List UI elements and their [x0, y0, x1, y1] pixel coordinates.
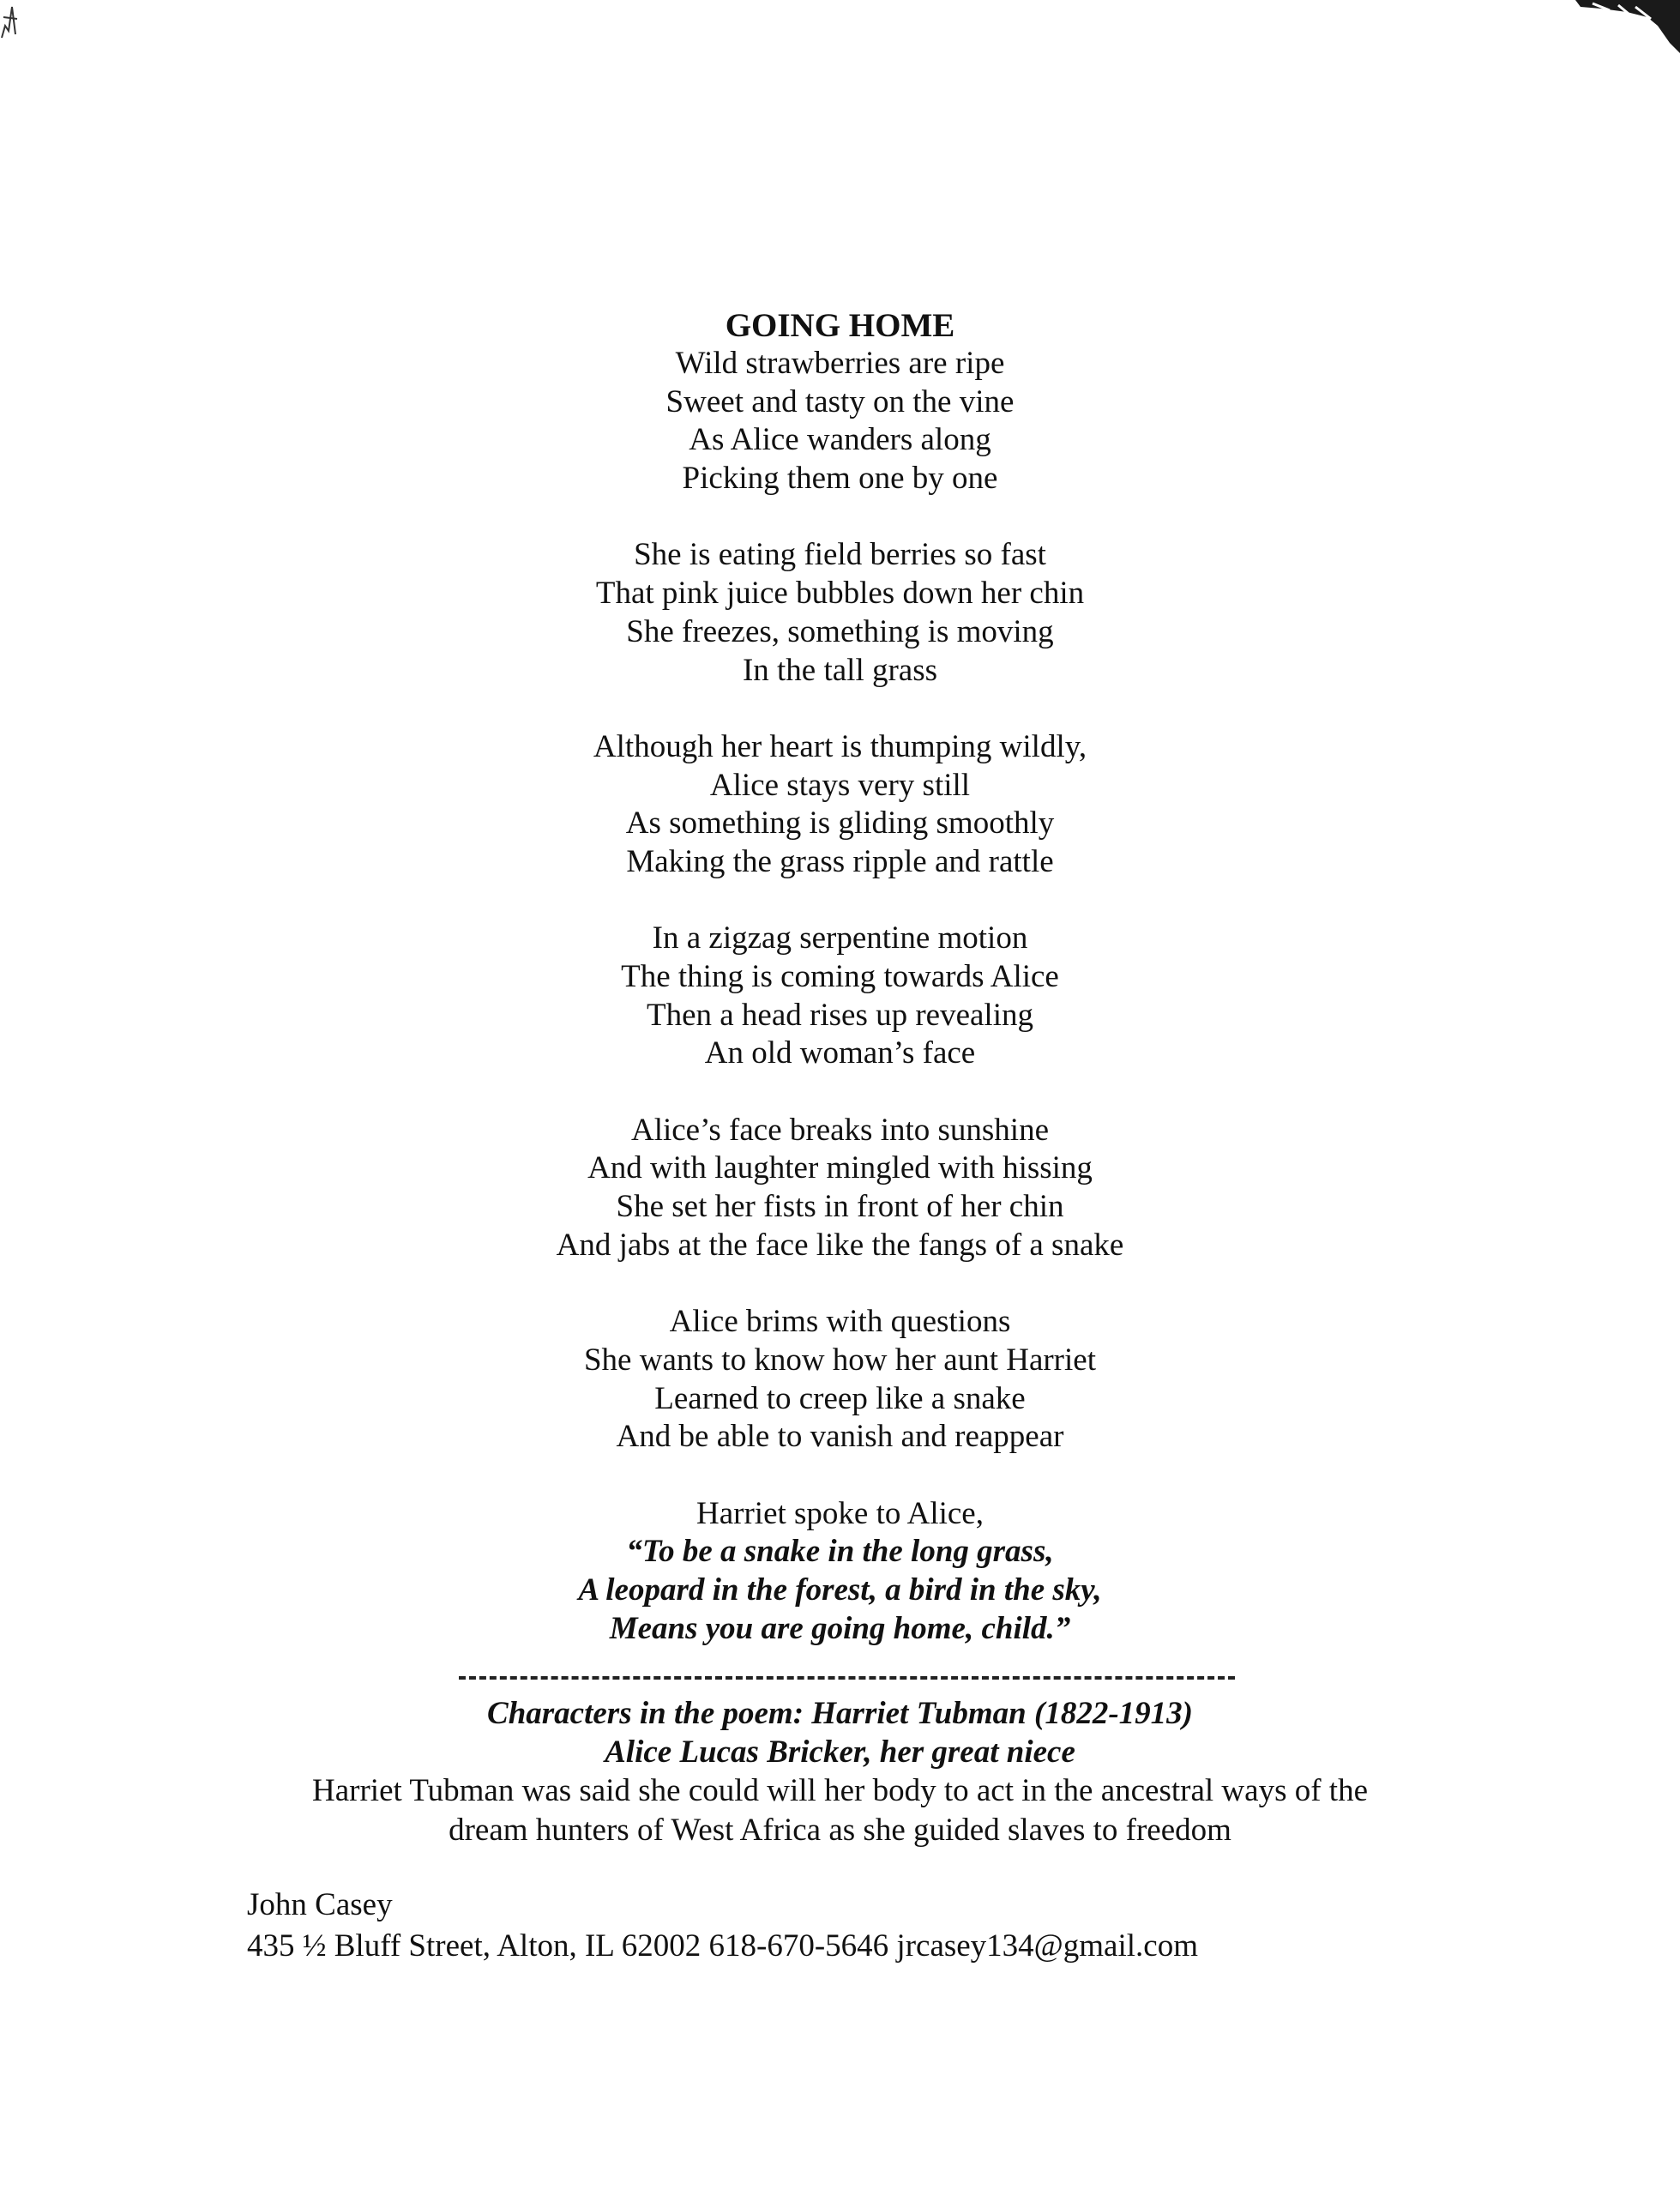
poem-line: She set her fists in front of her chin — [616, 1189, 1064, 1225]
poem-line: And jabs at the face like the fangs of a snake — [556, 1227, 1124, 1263]
poem-line: And with laughter mingled with hissing — [587, 1150, 1093, 1186]
poem-notes — [0, 1694, 1680, 1850]
poem-line: An old woman’s face — [704, 1035, 976, 1071]
quote-line: Means you are going home, child.” — [609, 1610, 1071, 1646]
description-line: dream hunters of West Africa as she guided slaves to freedom — [449, 1813, 1231, 1848]
characters-line: Characters in the poem: Harriet Tubman (1822-1913) — [487, 1696, 1193, 1731]
poem-line: Sweet and tasty on the vine — [665, 383, 1015, 419]
characters-line: Alice Lucas Bricker, her great niece — [605, 1734, 1075, 1770]
scan-mark-top-left — [0, 0, 21, 41]
author-name: John Casey — [247, 1887, 393, 1922]
poem-line: As Alice wanders along — [689, 422, 991, 458]
poem-line: As something is gliding smoothly — [625, 805, 1055, 842]
scan-mark-top-right — [1575, 0, 1680, 53]
poem-line: Wild strawberries are ripe — [675, 346, 1005, 381]
poem-line: And be able to vanish and reappear — [616, 1419, 1064, 1455]
poem-line: Picking them one by one — [682, 461, 998, 497]
poem-line: Alice’s face breaks into sunshine — [630, 1112, 1050, 1148]
poem-line: In a zigzag serpentine motion — [652, 920, 1028, 956]
quote-line: A leopard in the forest, a bird in the sky, — [578, 1572, 1102, 1608]
stanza — [0, 1303, 1680, 1457]
author-block — [247, 1885, 1198, 1967]
poem-line: She wants to know how her aunt Harriet — [583, 1342, 1096, 1378]
stanza — [0, 536, 1680, 690]
stanza — [0, 345, 1680, 498]
description-line: Harriet Tubman was said she could will her body to act in the ancestral ways of the — [312, 1773, 1368, 1808]
poem-line: In the tall grass — [742, 652, 938, 688]
poem-line: Harriet spoke to Alice, — [696, 1495, 984, 1531]
stanza — [0, 920, 1680, 1073]
poem-line: Learned to creep like a snake — [654, 1380, 1026, 1416]
dashed-divider — [459, 1676, 1235, 1680]
poem-line: Then a head rises up revealing — [646, 997, 1033, 1033]
poem-line: Alice brims with questions — [669, 1304, 1011, 1340]
poem-line: The thing is coming towards Alice — [621, 959, 1059, 994]
stanza — [0, 1495, 1680, 1649]
poem — [0, 307, 1680, 1648]
quote-line: “To be a snake in the long grass, — [626, 1534, 1054, 1570]
poem-title: GOING HOME — [725, 307, 955, 344]
stanza — [0, 728, 1680, 882]
stanza — [0, 1112, 1680, 1265]
poem-line: Alice stays very still — [709, 767, 971, 803]
author-contact: 435 ½ Bluff Street, Alton, IL 62002 618-670-5646 jrcasey134@gmail.com — [247, 1928, 1198, 1964]
poem-line: Although her heart is thumping wildly, — [593, 728, 1087, 764]
poem-line: She freezes, something is moving — [626, 613, 1054, 649]
poem-line: That pink juice bubbles down her chin — [595, 576, 1085, 612]
poem-line: She is eating field berries so fast — [634, 537, 1046, 573]
poem-line: Making the grass ripple and rattle — [626, 843, 1054, 879]
